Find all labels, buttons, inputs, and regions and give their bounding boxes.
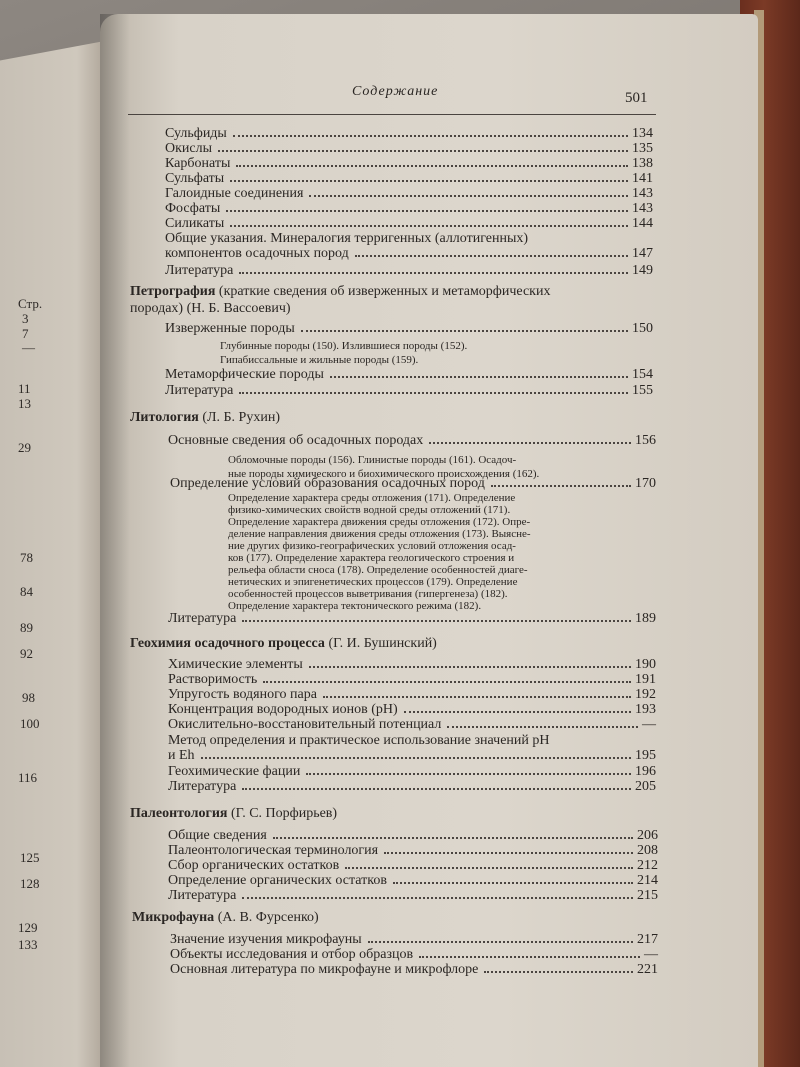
toc-entry: [168, 657, 656, 673]
toc-entry: [165, 367, 653, 383]
leader-dots: [323, 695, 631, 698]
toc-entry-text: Общие указания. Минералогия терригенных (аллотигенных): [165, 231, 529, 246]
leader-dots: [429, 441, 631, 444]
leader-dots: [242, 787, 631, 790]
leader-dots: [355, 254, 628, 257]
leader-dots: [491, 484, 631, 487]
entry-page: 217: [637, 932, 658, 947]
toc-entry: [168, 611, 656, 627]
left-page-number: 116: [18, 770, 38, 785]
leader-dots: [263, 680, 631, 683]
entry-label: Растворимость: [168, 672, 258, 687]
section-heading: Литология (Л. Б. Рухин): [130, 410, 280, 425]
toc-entry: [165, 126, 653, 142]
sub-entry: Гипабиссальные и жильные породы (159).: [220, 354, 419, 366]
sub-entry: Определение характера тектонического режима (182).: [228, 600, 482, 612]
entry-label: Метаморфические породы: [165, 367, 324, 382]
entry-label: Значение изучения микрофауны: [170, 932, 362, 947]
entry-page: 195: [635, 748, 656, 763]
section-heading: Палеонтология (Г. С. Порфирьев): [130, 806, 338, 821]
leader-dots: [447, 725, 638, 728]
entry-label: Галоидные соединения: [165, 186, 304, 201]
entry-page: 192: [635, 687, 656, 702]
left-page-number: 125: [20, 850, 40, 865]
entry-label: и Eh: [168, 748, 195, 763]
entry-label: Определение условий образования осадочных пород: [170, 476, 485, 491]
leader-dots: [345, 866, 633, 869]
toc-entry: [165, 263, 653, 279]
left-page-number: —: [22, 340, 35, 355]
leader-dots: [239, 271, 628, 274]
entry-page: 134: [632, 126, 653, 141]
left-page-number: 7: [22, 326, 29, 341]
leader-dots: [330, 375, 628, 378]
entry-page: 147: [632, 246, 653, 261]
sub-entry: Определение характера среды отложения (171). Определение: [228, 492, 516, 504]
leader-dots: [242, 619, 631, 622]
page-gutter: [100, 14, 130, 1067]
left-page-number: 100: [20, 716, 40, 731]
toc-entry: [168, 672, 656, 688]
entry-label: Объекты исследования и отбор образцов: [170, 947, 414, 962]
left-page-number: 29: [18, 440, 31, 455]
leader-dots: [201, 756, 631, 759]
entry-label: Основные сведения об осадочных породах: [168, 433, 424, 448]
entry-page: 215: [637, 888, 658, 903]
toc-entry: [165, 216, 653, 232]
left-page-number: 89: [20, 620, 33, 635]
leader-dots: [384, 851, 633, 854]
left-page-number: 84: [20, 584, 33, 599]
running-header: Содержание: [352, 84, 439, 99]
toc-entry: [168, 779, 656, 795]
entry-page: 156: [635, 433, 656, 448]
toc-entry: [168, 873, 658, 889]
toc-entry: [170, 476, 656, 492]
leader-dots: [484, 970, 633, 973]
sub-entry: ные породы химического и биохимического происхождения (162).: [228, 468, 540, 480]
leader-dots: [218, 149, 628, 152]
entry-label: Упругость водяного пара: [168, 687, 317, 702]
toc-entry: [168, 843, 658, 859]
entry-page: 138: [632, 156, 653, 171]
sub-entry: физико-химических свойств водной среды отложений (171).: [228, 504, 511, 516]
entry-page: 150: [632, 321, 653, 336]
leader-dots: [306, 772, 631, 775]
toc-entry: [168, 888, 658, 904]
section-heading-cont: породах) (Н. Б. Вассоевич): [130, 301, 291, 316]
entry-page: 205: [635, 779, 656, 794]
section-heading: Микрофауна (А. В. Фурсенко): [132, 910, 319, 925]
leader-dots: [309, 194, 628, 197]
entry-page: 221: [637, 962, 658, 977]
toc-entry: [168, 717, 656, 733]
entry-page: 191: [635, 672, 656, 687]
toc-entry: [165, 246, 653, 262]
entry-label: Сульфаты: [165, 171, 225, 186]
sub-entry: Глубинные породы (150). Излившиеся породы (152).: [220, 340, 468, 352]
entry-label: компонентов осадочных пород: [165, 246, 349, 261]
entry-page: 155: [632, 383, 653, 398]
entry-label: Химические элементы: [168, 657, 303, 672]
sub-entry: ние других физико-географических условий отложения осад-: [228, 540, 516, 552]
entry-label: Литература: [165, 263, 234, 278]
sub-entry: Определение характера движения среды отложения (172). Опре-: [228, 516, 531, 528]
entry-label: Геохимические фации: [168, 764, 301, 779]
entry-page: 143: [632, 201, 653, 216]
entry-page: —: [644, 947, 658, 962]
toc-entry: [165, 171, 653, 187]
leader-dots: [419, 955, 640, 958]
entry-page: 141: [632, 171, 653, 186]
sub-entry: особенностей процессов выветривания (гипергенеза) (182).: [228, 588, 508, 600]
leader-dots: [230, 224, 628, 227]
left-page-number: 11: [18, 381, 31, 396]
toc-entry: [170, 947, 658, 963]
toc-entry: [165, 321, 653, 337]
toc-entry: [165, 201, 653, 217]
sub-entry: Обломочные породы (156). Глинистые породы (161). Осадоч-: [228, 454, 517, 466]
toc-entry: [165, 186, 653, 202]
entry-label: Литература: [168, 888, 237, 903]
leader-dots: [236, 164, 628, 167]
entry-label: Сульфиды: [165, 126, 227, 141]
sub-entry: нетических и эпигенетических процессов (179). Определение: [228, 576, 518, 588]
leader-dots: [368, 940, 633, 943]
leader-dots: [230, 179, 628, 182]
entry-page: 193: [635, 702, 656, 717]
entry-label: Литература: [168, 611, 237, 626]
left-page-number: 13: [18, 396, 31, 411]
entry-label: Окислы: [165, 141, 213, 156]
section-heading: Петрография (краткие сведения об изверженных и метаморфических: [130, 284, 551, 299]
entry-label: Изверженные породы: [165, 321, 295, 336]
toc-entry: [168, 702, 656, 718]
entry-page: 214: [637, 873, 658, 888]
leader-dots: [393, 881, 633, 884]
left-page: [0, 40, 110, 1067]
entry-label: Силикаты: [165, 216, 225, 231]
sub-entry: деление направления движения среды отложения (173). Выясне-: [228, 528, 531, 540]
section-heading: Геохимия осадочного процесса (Г. И. Бушинский): [130, 636, 437, 651]
toc-entry: [165, 156, 653, 172]
toc-entry: [170, 932, 658, 948]
leader-dots: [242, 896, 633, 899]
sub-entry: рельефа области сноса (178). Определение особенностей диаге-: [228, 564, 528, 576]
leader-dots: [309, 665, 631, 668]
leader-dots: [233, 134, 628, 137]
sub-entry: ков (177). Определение характера геологического строения и: [228, 552, 515, 564]
entry-page: 206: [637, 828, 658, 843]
entry-label: Сбор органических остатков: [168, 858, 340, 873]
left-page-number: 129: [18, 920, 38, 935]
leader-dots: [301, 329, 628, 332]
leader-dots: [226, 209, 628, 212]
entry-page: 190: [635, 657, 656, 672]
left-page-number: 78: [20, 550, 33, 565]
entry-page: —: [642, 717, 656, 732]
entry-page: 135: [632, 141, 653, 156]
toc-entry-text: Метод определения и практическое использование значений рН: [168, 733, 550, 748]
entry-label: Карбонаты: [165, 156, 231, 171]
left-page-number: 92: [20, 646, 33, 661]
entry-page: 144: [632, 216, 653, 231]
toc-entry: [168, 433, 656, 449]
entry-label: Литература: [165, 383, 234, 398]
toc-entry: [168, 748, 656, 764]
page-number: 501: [625, 90, 648, 106]
leader-dots: [404, 710, 631, 713]
entry-page: 143: [632, 186, 653, 201]
entry-label: Фосфаты: [165, 201, 221, 216]
toc-entry: [165, 141, 653, 157]
toc-entry: [168, 828, 658, 844]
toc-entry: [170, 962, 658, 978]
toc-entry: [165, 383, 653, 399]
entry-label: Концентрация водородных ионов (рН): [168, 702, 398, 717]
toc-entry: [168, 687, 656, 703]
left-page-number: 128: [20, 876, 40, 891]
entry-label: Основная литература по микрофауне и микрофлоре: [170, 962, 479, 977]
entry-label: Определение органических остатков: [168, 873, 387, 888]
entry-page: 208: [637, 843, 658, 858]
entry-label: Литература: [168, 779, 237, 794]
entry-page: 170: [635, 476, 656, 491]
toc-entry: [168, 858, 658, 874]
entry-page: 149: [632, 263, 653, 278]
entry-page: 189: [635, 611, 656, 626]
entry-page: 212: [637, 858, 658, 873]
entry-label: Общие сведения: [168, 828, 267, 843]
leader-dots: [239, 391, 628, 394]
entry-page: 154: [632, 367, 653, 382]
toc-entry: [168, 764, 656, 780]
entry-label: Окислительно-восстановительный потенциал: [168, 717, 442, 732]
leader-dots: [273, 836, 633, 839]
entry-label: Палеонтологическая терминология: [168, 843, 379, 858]
header-rule: [128, 114, 656, 115]
entry-page: 196: [635, 764, 656, 779]
left-page-number: Стр.: [18, 296, 43, 311]
left-page-number: 133: [18, 937, 38, 952]
left-page-number: 3: [22, 311, 29, 326]
left-page-number: 98: [22, 690, 35, 705]
